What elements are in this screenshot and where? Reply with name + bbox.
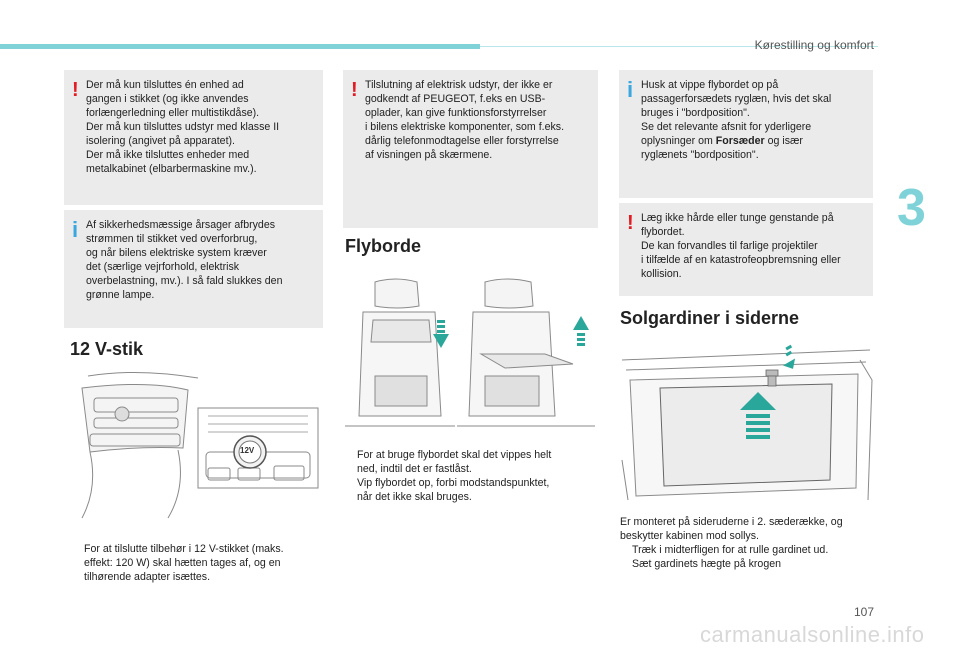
text-line: strømmen til stikket ved overforbrug, [86, 233, 258, 245]
text-line: flybordet. [641, 226, 685, 238]
text-line: Tilslutning af elektrisk udstyr, der ikke er [365, 79, 553, 91]
warning-text [641, 211, 867, 281]
text-line: Træk i midterfligen for at rulle gardinet ud. [632, 544, 829, 556]
text-line: oplader, kan give funktionsforstyrrelser [365, 107, 547, 119]
text-line: For at bruge flybordet skal det vippes helt [357, 449, 552, 461]
text-line: grønne lampe. [86, 289, 155, 301]
text-line: forlængerledning eller multistikdåse). [86, 107, 260, 119]
illustration-sun-blind [620, 340, 874, 502]
arrow-up-icon [573, 316, 589, 346]
bullet-icon [345, 476, 357, 504]
text-line [641, 134, 867, 148]
page-number: 107 [853, 605, 874, 619]
list-item [620, 557, 874, 571]
sun-blind-text [620, 515, 874, 571]
warning-icon: ! [72, 79, 79, 101]
bullet-icon [620, 557, 632, 571]
text-line: ned, indtil det er fastlåst. [357, 463, 472, 475]
text-line: det (særlige vejrforhold, elektrisk [86, 261, 240, 273]
illustration-12v-socket [68, 368, 324, 520]
text-line: De kan forvandles til farlige projektiler [641, 240, 818, 252]
info-text [86, 218, 317, 302]
bullet-icon [345, 448, 357, 476]
warning-box-power-socket [64, 70, 323, 205]
warning-box-electrical-equipment [343, 70, 598, 228]
text-line: Husk at vippe flybordet op på [641, 79, 779, 91]
text-line: isolering (angivet på apparatet). [86, 135, 235, 147]
warning-icon: ! [627, 212, 634, 234]
arrow-down-icon [783, 345, 799, 373]
info-icon: i [627, 77, 634, 102]
text-line: overbelastning, mv.). I så fald slukkes den [86, 275, 283, 287]
text-line: Er monteret på sideruderne i 2. sæderække, og [620, 516, 843, 528]
text-line: Læg ikke hårde eller tunge genstande på [641, 212, 834, 224]
list-item [345, 448, 597, 476]
bullet-list-12v [72, 542, 324, 584]
blind-hook-icon [766, 370, 778, 386]
text-line: Sæt gardinets hægte på krogen [632, 558, 781, 570]
text-line: Af sikkerhedsmæssige årsager afbrydes [86, 219, 276, 231]
text-line: kollision. [641, 268, 682, 280]
text-line: Der må kun tilsluttes én enhed ad [86, 79, 244, 91]
chapter-number: 3 [897, 179, 926, 237]
socket-label: 12V [240, 446, 255, 455]
bullet-list-flyborde [345, 448, 597, 504]
list-item [620, 543, 874, 557]
info-box-overload [64, 210, 323, 328]
warning-icon: ! [351, 79, 358, 101]
text-line: Se det relevante afsnit for yderligere [641, 121, 812, 133]
warning-text [365, 78, 592, 162]
text-line: bruges i "bordposition". [641, 107, 750, 119]
link-text-forsaeder: Forsæder [715, 135, 765, 147]
text-line: For at tilslutte tilbehør i 12 V-stikket (maks. [84, 543, 284, 555]
info-icon: i [72, 217, 79, 242]
text-line: dårlig telefonmodtagelse eller forstyrrelse [365, 135, 559, 147]
text-line: Der må ikke tilsluttes enheder med [86, 149, 250, 161]
text-line: effekt: 120 W) skal hætten tages af, og en [84, 557, 281, 569]
illustration-seat-tables [345, 276, 597, 436]
text-line: passagerforsædets ryglæn, hvis det skal [641, 93, 832, 105]
text-line: gangen i stikket (og ikke anvendes [86, 93, 249, 105]
text-line: ryglænets "bordposition". [641, 149, 759, 161]
bullet-icon [620, 543, 632, 557]
text-fragment: og især [764, 135, 803, 147]
text-line: af visningen på skærmene. [365, 149, 493, 161]
bullet-icon [72, 542, 84, 584]
text-line: tilhørende adapter isættes. [84, 571, 211, 583]
text-line: metalkabinet (elbarbermaskine mv.). [86, 163, 257, 175]
text-fragment: oplysninger om [641, 135, 716, 147]
warning-box-heavy-objects [619, 203, 873, 296]
list-item [72, 542, 324, 584]
info-text [641, 78, 867, 162]
text-line: godkendt af PEUGEOT, f.eks en USB- [365, 93, 546, 105]
list-item [345, 476, 597, 504]
warning-text [86, 78, 317, 176]
text-line: og når bilens elektriske system kræver [86, 247, 267, 259]
heading-solgardiner: Solgardiner i siderne [620, 308, 800, 328]
info-box-seat-position [619, 70, 873, 198]
text-line: Der må kun tilsluttes udstyr med klasse II [86, 121, 280, 133]
heading-12v-socket: 12 V-stik [70, 339, 144, 359]
page-section-title: Kørestilling og komfort [754, 38, 874, 52]
text-line: i tilfælde af en katastrofeopbremsning eller [641, 254, 841, 266]
text-line: beskytter kabinen mod sollys. [620, 530, 759, 542]
watermark: carmanualsonline.info [700, 622, 925, 647]
header-accent-bar [0, 44, 480, 49]
text-line: i bilens elektriske komponenter, som f.eks. [365, 121, 565, 133]
text-line: Vip flybordet op, forbi modstandspunktet, [357, 477, 550, 489]
text-line: når det ikke skal bruges. [357, 491, 472, 503]
heading-flyborde: Flyborde [345, 236, 422, 256]
